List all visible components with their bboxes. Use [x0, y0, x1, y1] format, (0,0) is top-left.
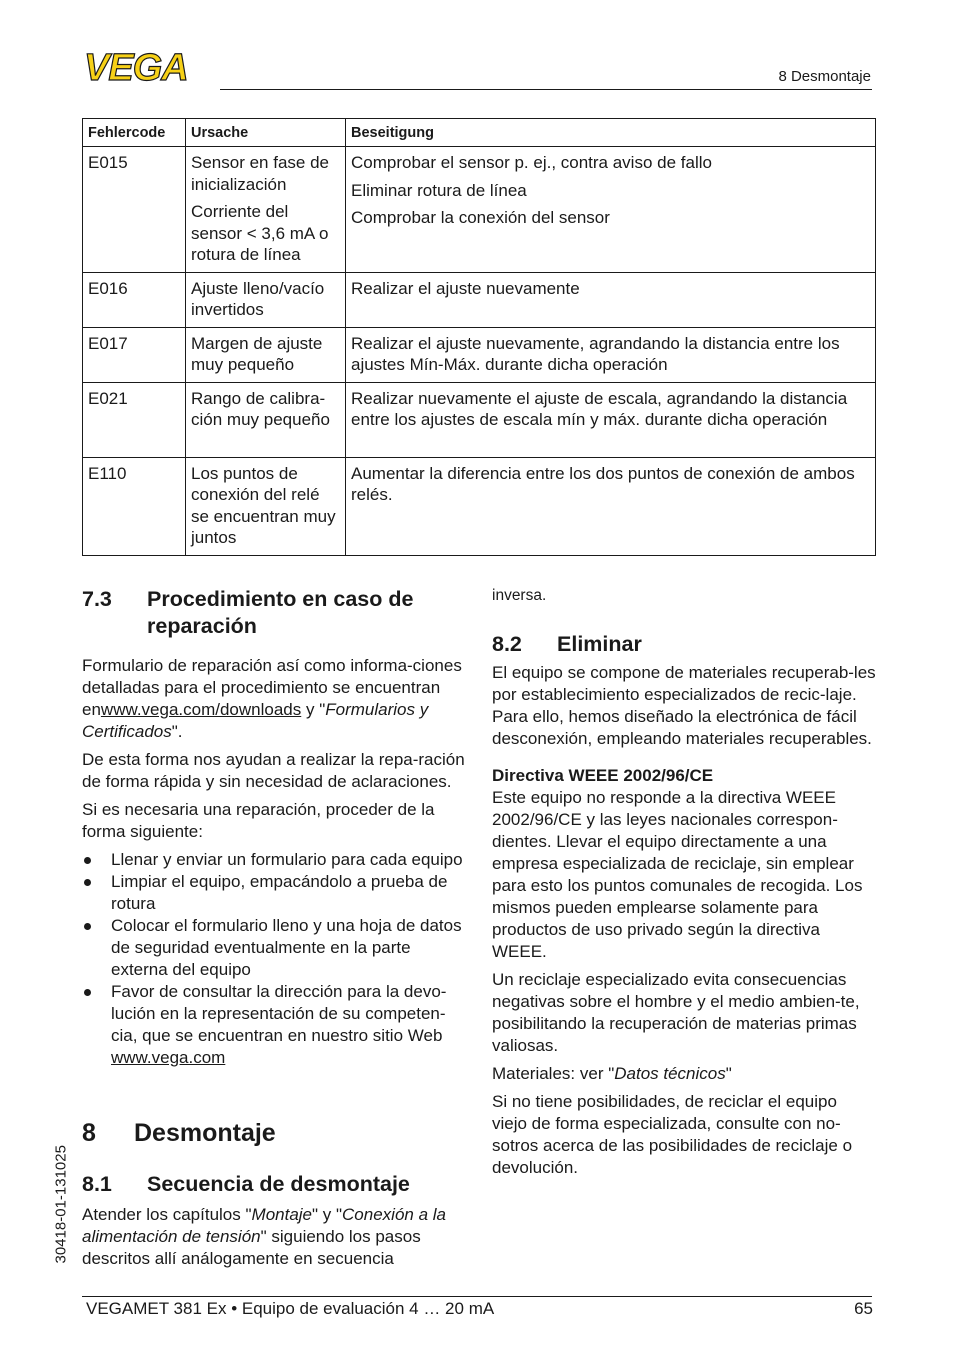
repair-steps-list	[82, 849, 466, 1069]
emphasis: Formularios y Certificados	[82, 700, 429, 741]
document-code: 30418-01-131025	[52, 1145, 70, 1264]
cause-text: Ajuste lleno/vacío invertidos	[191, 278, 325, 319]
cause-text: Sensor en fase de inicialización	[191, 153, 329, 194]
list-item-text: Colocar el formulario lleno y una hoja de datos de seguridad eventualmente en la parte externa del equipo	[111, 916, 462, 979]
list-item-text: Llenar y enviar un formulario para cada equipo	[111, 850, 463, 869]
bullet-icon	[84, 879, 91, 886]
cause-text: Corriente del sensor < 3,6 mA o rotura de línea	[191, 202, 329, 264]
vega-logo	[82, 50, 212, 84]
paragraph: Si no tiene posibilidades, de reciclar el equipo viejo de forma especializada, consulte con no-sotros acerca de las posibilidades de reciclaje o devolución.	[492, 1092, 853, 1177]
header-beseitigung: Beseitigung	[346, 119, 876, 147]
chapter-number: 8	[82, 1119, 96, 1147]
emphasis: Conexión a la alimentación de tensión	[82, 1205, 446, 1246]
cause-text: Margen de ajuste muy pequeño	[191, 333, 323, 374]
section-title: Secuencia de desmontaje	[147, 1172, 410, 1196]
list-item-text: Favor de consultar la dirección para la devo-lución en la representación de su competen-cia, que se encuentran en nuestro sitio Web	[111, 982, 447, 1045]
text: " y "	[312, 1205, 343, 1224]
cause-text: Los puntos de conexión del relé se encuentran muy juntos	[191, 463, 336, 547]
error-code: E021	[83, 382, 186, 457]
table-row	[83, 457, 876, 555]
table-row	[83, 382, 876, 457]
paragraph: Este equipo no responde a la directiva WEEE 2002/96/CE y las leyes nacionales correspon-dientes. Llevar el equipo directamente a una empresa especializada de reciclaje, sin emplear para esto los puntos comunales de recogida. Los mismos pueden emplearse solamente para productos de uso privado según la directiva WEEE.	[492, 788, 863, 961]
text: y "	[301, 700, 326, 719]
emphasis: Montaje	[251, 1205, 313, 1224]
list-item	[82, 849, 466, 871]
paragraph: Si es necesaria una reparación, proceder de la forma siguiente:	[82, 800, 435, 841]
paragraph	[82, 1204, 466, 1270]
table-row	[83, 147, 876, 273]
text: " siguiendo los pasos descritos allí análogamente en secuencia	[82, 1227, 421, 1268]
emphasis: Datos técnicos	[614, 1064, 726, 1083]
fix-text: Comprobar la conexión del sensor	[351, 208, 610, 227]
error-cause	[186, 457, 346, 555]
footer-rule	[82, 1296, 872, 1297]
section-8-1	[82, 1171, 466, 1276]
table-row	[83, 327, 876, 382]
fix-text: Realizar el ajuste nuevamente, agrandando la distancia entre los ajustes Mín-Máx. durante dicha operación	[351, 333, 840, 374]
continued-text: inversa.	[492, 587, 547, 604]
section-number: 8.1	[82, 1172, 112, 1196]
fix-text: Eliminar rotura de línea	[351, 180, 527, 200]
paragraph	[82, 655, 466, 743]
section-number: 7.3	[82, 587, 112, 611]
weee-heading: Directiva WEEE 2002/96/CE	[492, 766, 714, 785]
error-fix	[346, 457, 876, 555]
text: Formulario de reparación así como informa-ciones detalladas para el procedimiento se encuentran en	[82, 656, 462, 719]
bullet-icon	[84, 857, 91, 864]
downloads-link[interactable]: www.vega.com/downloads	[100, 700, 302, 719]
header-fehlercode: Fehlercode	[83, 119, 186, 147]
error-fix	[346, 272, 876, 327]
running-header: 8 Desmontaje	[778, 68, 871, 85]
section-heading-8-1	[82, 1171, 466, 1198]
error-cause	[186, 327, 346, 382]
paragraph: Un reciclaje especializado evita consecuencias negativas sobre el hombre y el medio ambien-te, posibilitando la recuperación de materias primas valiosas.	[492, 970, 860, 1055]
paragraph: De esta forma nos ayudan a realizar la repa-ración de forma rápida y sin necesidad de aclaraciones.	[82, 750, 465, 791]
text: Materiales: ver "	[492, 1064, 615, 1083]
page-number: 65	[854, 1299, 873, 1318]
section-title: Procedimiento en caso de reparación	[147, 587, 414, 638]
error-fix	[346, 147, 876, 273]
section-title: Eliminar	[557, 632, 642, 656]
error-code: E016	[83, 272, 186, 327]
header-rule	[220, 89, 872, 90]
error-code: E110	[83, 457, 186, 555]
fix-text: Comprobar el sensor p. ej., contra aviso de fallo	[351, 153, 712, 172]
text: ".	[171, 722, 183, 741]
footer-title: VEGAMET 381 Ex • Equipo de evaluación 4 … 20 mA	[86, 1299, 495, 1318]
error-fix	[346, 382, 876, 457]
error-code-table	[82, 118, 876, 556]
error-cause	[186, 382, 346, 457]
list-item-text: Limpiar el equipo, empacándolo a prueba de rotura	[111, 872, 448, 913]
chapter-title: Desmontaje	[134, 1119, 276, 1147]
right-column	[492, 585, 876, 1185]
section-heading-7-3	[82, 586, 466, 640]
table-row	[83, 272, 876, 327]
paragraph: El equipo se compone de materiales recuperab-les por establecimiento especializados de recic-laje. Para ello, hemos diseñado la electrónica de fácil desconexión, empleando materiales recuperables.	[492, 663, 876, 748]
error-fix	[346, 327, 876, 382]
header-ursache: Ursache	[186, 119, 346, 147]
error-code: E017	[83, 327, 186, 382]
bullet-icon	[84, 989, 91, 996]
left-column	[82, 586, 466, 1069]
error-cause	[186, 147, 346, 273]
bullet-icon	[84, 923, 91, 930]
section-number: 8.2	[492, 632, 522, 656]
svg-text:VEGA: VEGA	[84, 50, 188, 84]
fix-text: Realizar el ajuste nuevamente	[351, 278, 580, 298]
fix-text: Aumentar la diferencia entre los dos puntos de conexión de ambos relés.	[351, 463, 855, 504]
vega-website-link[interactable]: www.vega.com	[111, 1048, 226, 1067]
list-item	[82, 981, 466, 1069]
error-code: E015	[83, 147, 186, 273]
list-item	[82, 871, 466, 915]
fix-text: Realizar nuevamente el ajuste de escala, agrandando la distancia entre los ajustes de escala mín y máx. durante dicha operación	[351, 388, 848, 429]
text: Atender los capítulos "	[82, 1205, 252, 1224]
list-item	[82, 915, 466, 981]
table-header-row	[83, 119, 876, 147]
paragraph	[492, 1063, 876, 1085]
error-cause	[186, 272, 346, 327]
text: "	[725, 1064, 732, 1083]
cause-text: Rango de calibra-ción muy pequeño	[191, 388, 330, 429]
section-heading-8-2	[492, 631, 876, 658]
